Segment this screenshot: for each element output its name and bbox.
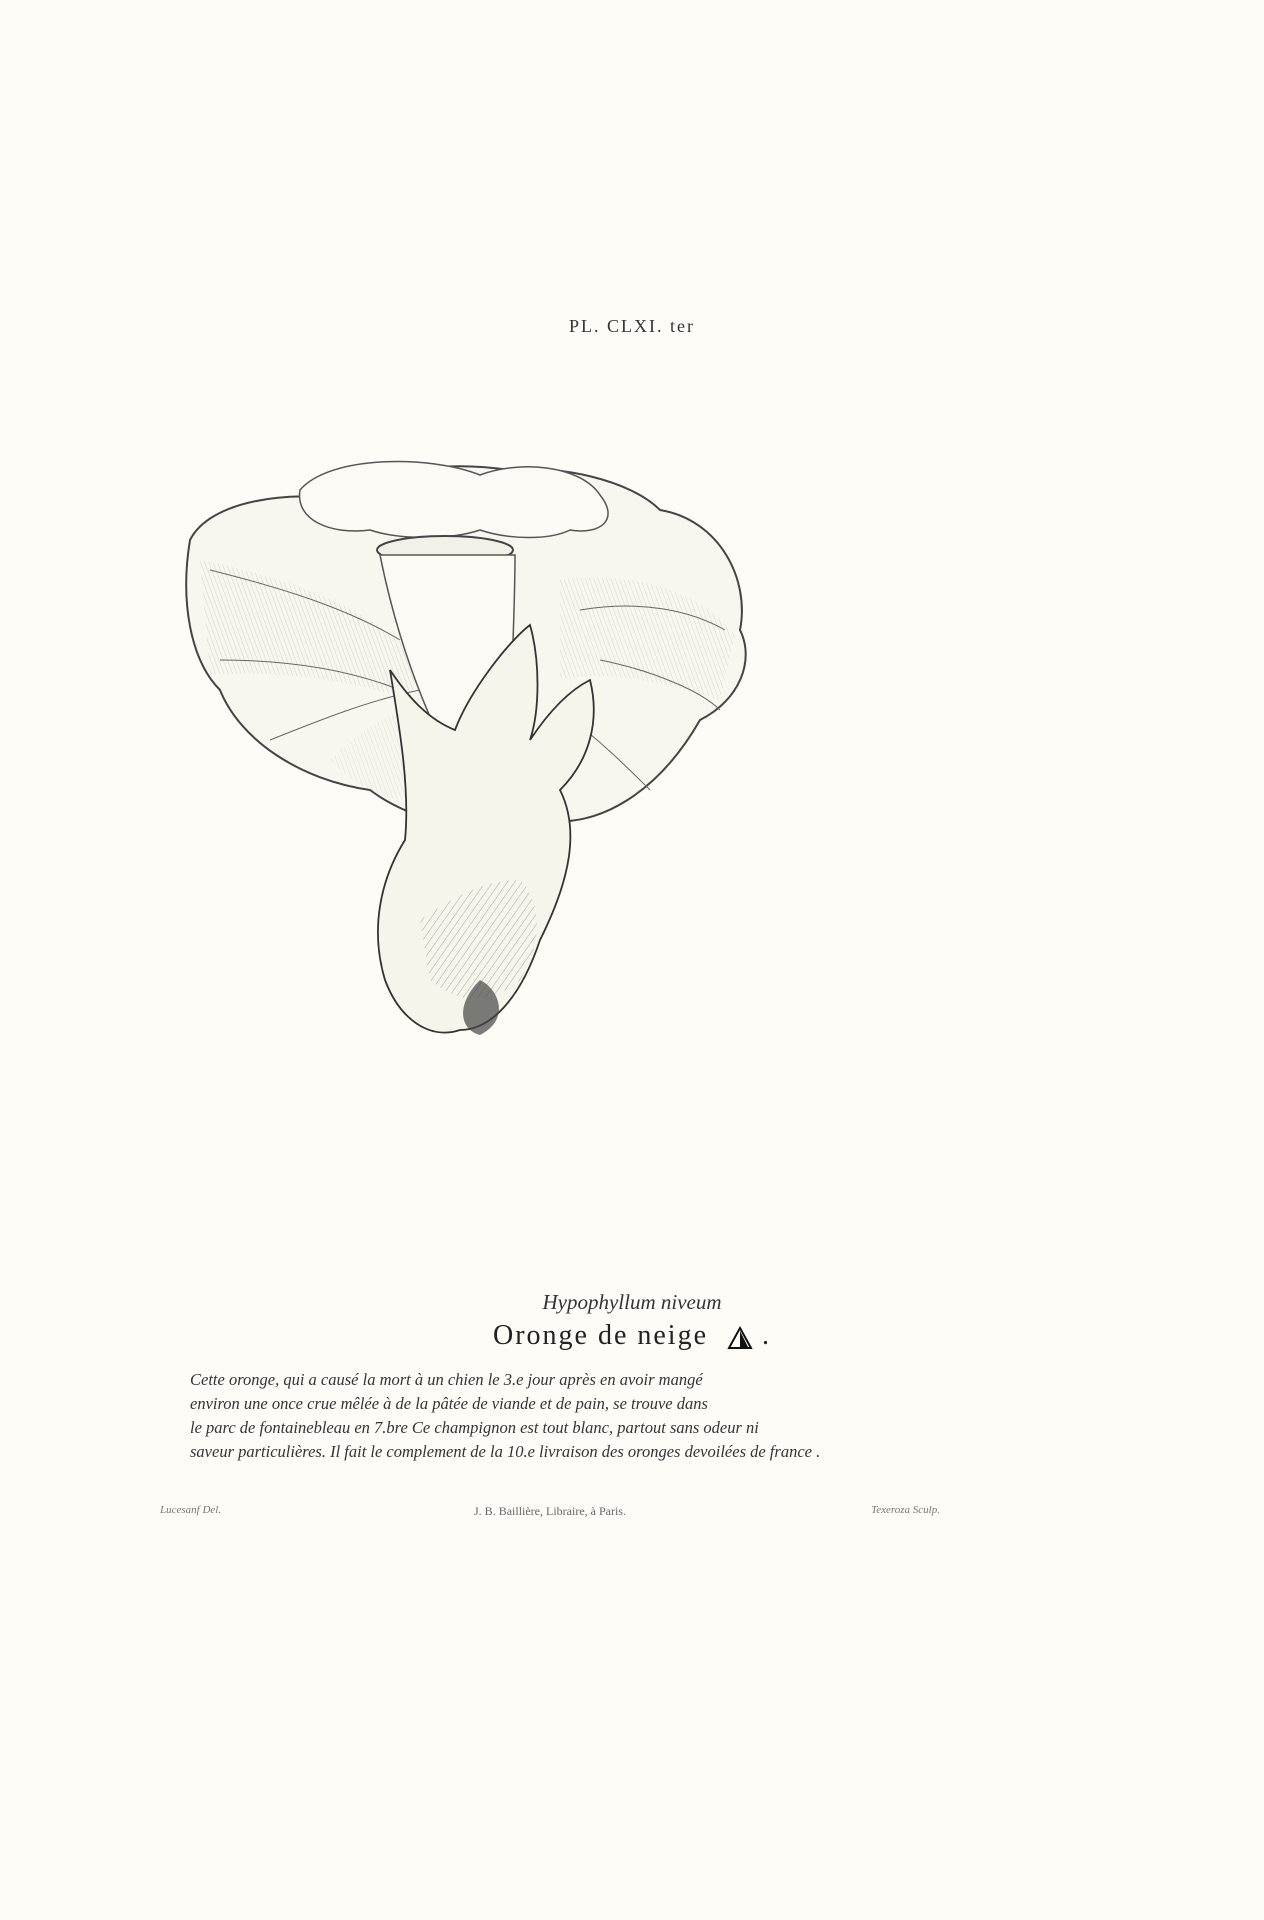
description-line: saveur particulières. Il fait le complement de la 10.e livraison des oronges devoilées de france . xyxy=(190,1442,821,1461)
description-line: environ une once crue mêlée à de la pâtée de viande et de pain, se trouve dans xyxy=(190,1394,708,1413)
description-line: le parc de fontainebleau en 7.bre Ce champignon est tout blanc, partout sans odeur ni xyxy=(190,1418,759,1437)
mushroom-cap-top xyxy=(300,461,609,537)
description-line: Cette oronge, qui a causé la mort à un chien le 3.e jour après en avoir mangé xyxy=(190,1370,703,1389)
species-common-name-line xyxy=(0,1320,1264,1352)
species-description xyxy=(190,1368,910,1464)
artist-credit: Lucesanf Del. xyxy=(160,1504,222,1516)
mushroom-illustration xyxy=(180,460,920,1290)
warning-triangle-icon xyxy=(727,1326,753,1350)
engraver-credit: Texeroza Sculp. xyxy=(871,1504,940,1516)
publisher-credit: J. B. Baillière, Libraire, à Paris. xyxy=(474,1504,626,1518)
plate-number: PL. CLXI. ter xyxy=(569,316,695,336)
species-latin-name: Hypophyllum niveum xyxy=(542,1290,722,1314)
common-name-trailing-mark: . xyxy=(762,1320,772,1351)
species-common-name: Oronge de neige xyxy=(492,1320,709,1351)
